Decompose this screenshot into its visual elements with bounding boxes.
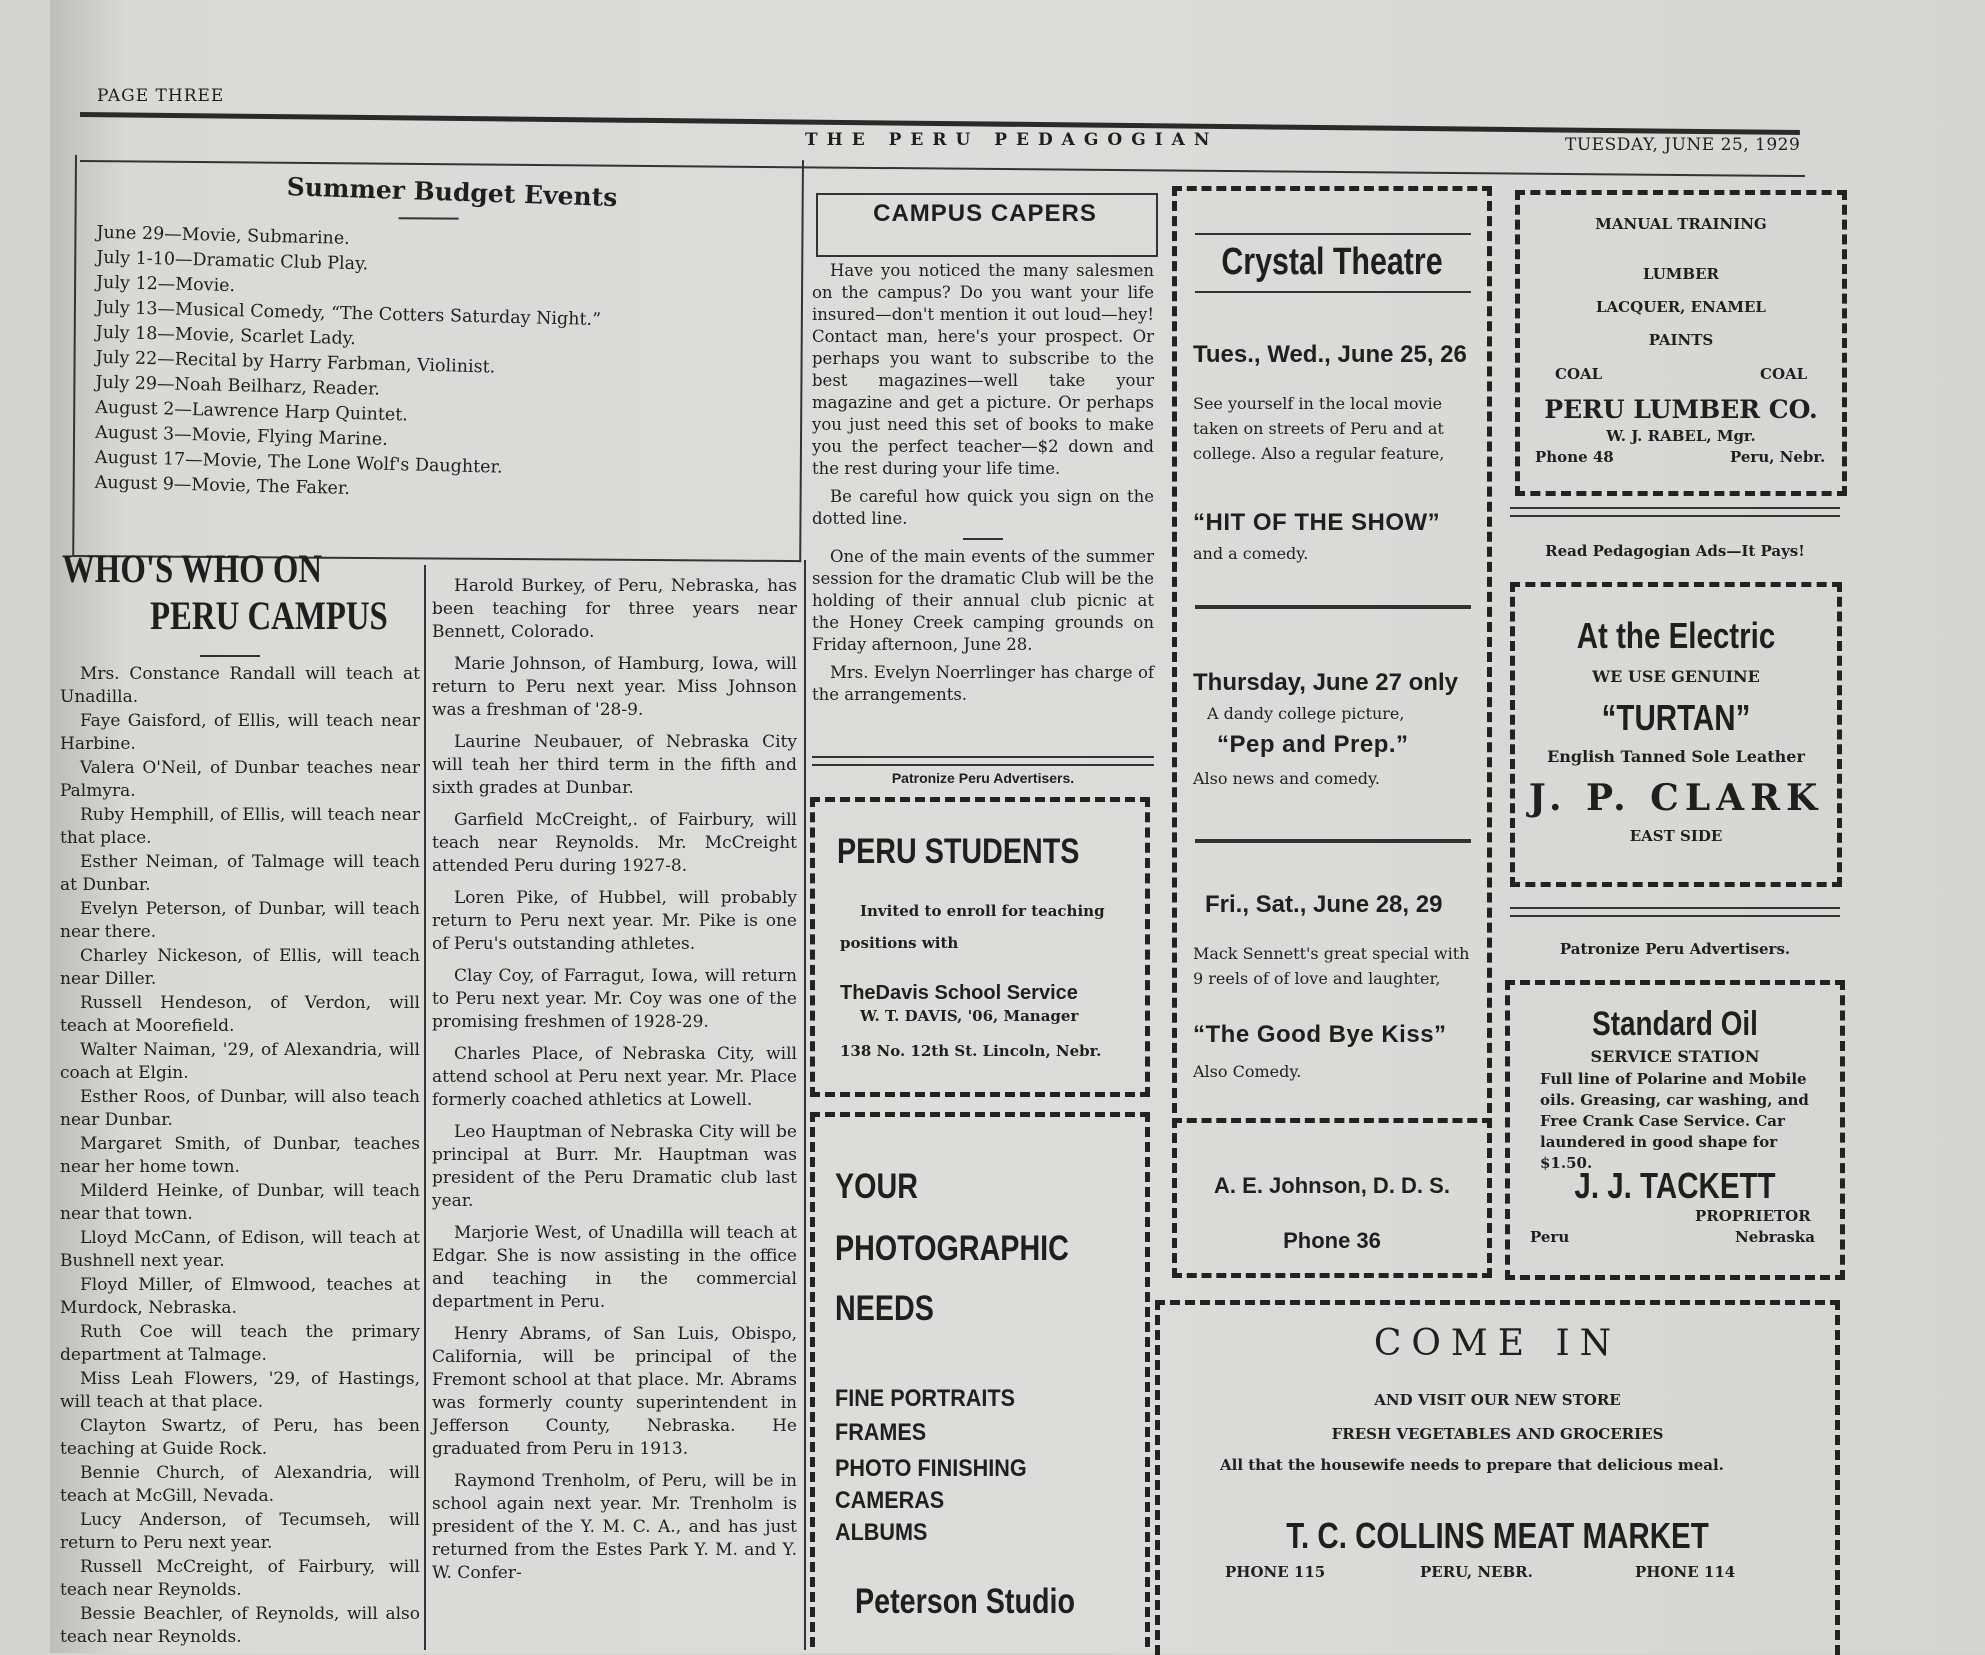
ad-phone: PHONE 115 — [1225, 1563, 1326, 1581]
ad-text: PAINTS — [1648, 331, 1714, 349]
proprietor-name: J. J. TACKETT — [1574, 1165, 1776, 1206]
theatre-name: Crystal Theatre — [1221, 241, 1443, 283]
studio-name: Peterson Studio — [855, 1582, 1076, 1621]
ad-text: SERVICE STATION — [1590, 1047, 1760, 1066]
event-item: August 17—Movie, The Lone Wolf's Daughter. — [94, 447, 503, 478]
electric-shoe-ad — [1510, 582, 1842, 887]
patronize-notice: Patronize Peru Advertisers. — [1559, 940, 1791, 958]
news-item: Loren Pike, of Hubbel, will probably return to Peru next year. Mr. Pike is one of Peru's outstanding athletes. — [432, 888, 797, 954]
ad-manager: W. J. RABEL, Mgr. — [1606, 427, 1756, 445]
event-item: August 9—Movie, The Faker. — [94, 472, 351, 499]
rule — [1195, 605, 1471, 609]
headline-rule — [200, 655, 260, 657]
peru-students-ad — [810, 797, 1150, 1097]
ad-place: Peru, Nebr. — [1730, 448, 1826, 466]
capers-paragraph: One of the main events of the summer session for the dramatic Club will be the holding of their annual club picnic at the Honey Creek camping grounds on Friday afternoon, June 28. — [812, 547, 1154, 654]
proprietor-name: J. P. CLARK — [1528, 777, 1824, 819]
ad-headline: At the Electric — [1576, 615, 1776, 656]
news-item: Garfield McCreight,. of Fairbury, will teach near Reynolds. Mr. McCreight attended Peru during 1927-8. — [432, 810, 797, 876]
event-item: July 1-10—Dramatic Club Play. — [96, 247, 369, 275]
news-item: Raymond Trenholm, of Peru, will be in school again next year. Mr. Trenholm is president of the Y. M. C. A., and has just returned from the Estes Park Y. M. and Y. W. Confer- — [432, 1471, 797, 1583]
ad-text: PROPRIETOR — [1695, 1207, 1811, 1225]
ad-text: MANUAL TRAINING — [1595, 215, 1767, 233]
feature-title: “The Good Bye Kiss” — [1193, 1021, 1447, 1048]
ad-text: Nebraska — [1735, 1228, 1815, 1246]
ad-place: PERU, NEBR. — [1420, 1563, 1533, 1581]
news-item: Henry Abrams, of San Luis, Obispo, California, will be principal of the Fremont school at that place. Mr. Abrams was formerly county superintendent in Jefferson County, Nebraska. He graduated from Peru in 1913. — [432, 1324, 797, 1459]
ad-text: English Tanned Sole Leather — [1547, 747, 1805, 766]
news-item: Charley Nickeson, of Ellis, will teach near Diller. — [60, 946, 420, 989]
news-item: Valera O'Neil, of Dunbar teaches near Palmyra. — [60, 758, 420, 801]
ad-text: Full line of Polarine and Mobile oils. Greasing, car washing, and Free Crank Case Service. Car laundered in good shape for $1.50. — [1540, 1070, 1809, 1172]
read-ads-notice: Read Pedagogian Ads—It Pays! — [1545, 542, 1805, 560]
ad-text: COAL — [1555, 365, 1603, 383]
whoswho-headline-2: PERU CAMPUS — [150, 593, 388, 638]
ad-text: LACQUER, ENAMEL — [1596, 298, 1766, 316]
peru-lumber-ad — [1515, 190, 1847, 496]
ad-item: FINE PORTRAITS — [835, 1385, 1016, 1412]
news-item: Clayton Swartz, of Peru, has been teaching at Guide Rock. — [60, 1416, 420, 1459]
feature-title: “HIT OF THE SHOW” — [1193, 509, 1441, 536]
ad-text: positions with — [840, 934, 959, 952]
ad-item: CAMERAS — [835, 1487, 945, 1514]
news-item: Laurine Neubauer, of Nebraska City will teah her third term in the fifth and sixth grades at Dunbar. — [432, 732, 797, 798]
event-item: August 2—Lawrence Harp Quintet. — [95, 397, 409, 426]
news-item: Evelyn Peterson, of Dunbar, will teach near there. — [60, 899, 420, 942]
showing-desc: Mack Sennett's great special with 9 reels of of love and laughter, — [1193, 944, 1470, 988]
patronize-notice: Patronize Peru Advertisers. — [891, 770, 1075, 786]
news-item: Russell McCreight, of Fairbury, will teach near Reynolds. — [60, 1557, 420, 1600]
feature-title: “Pep and Prep.” — [1217, 731, 1409, 758]
campus-capers-column — [812, 260, 1154, 712]
brand-name: “TURTAN” — [1601, 697, 1751, 738]
dentist-phone: Phone 36 — [1283, 1228, 1381, 1253]
dentist-ad — [1172, 1118, 1492, 1278]
masthead: THE PERU PEDAGOGIAN — [805, 130, 1219, 150]
news-item: Bessie Beachler, of Reynolds, will also teach near Reynolds. — [60, 1604, 420, 1647]
ad-item: PHOTO FINISHING — [835, 1455, 1027, 1482]
news-item: Ruth Coe will teach the primary department at Talmage. — [60, 1322, 420, 1365]
page-label: PAGE THREE — [97, 86, 225, 106]
ad-company: TheDavis School Service — [840, 982, 1078, 1004]
news-item: Floyd Miller, of Elmwood, teaches at Murdock, Nebraska. — [60, 1275, 420, 1318]
summer-budget-events-box — [72, 155, 804, 562]
showing-extra: Also Comedy. — [1193, 1062, 1302, 1081]
double-rule — [1510, 507, 1840, 517]
ad-headline: PHOTOGRAPHIC — [835, 1229, 1069, 1268]
showing-extra: and a comedy. — [1193, 544, 1309, 563]
event-item: July 29—Noah Beilharz, Reader. — [95, 372, 381, 400]
crystal-theatre-ad — [1172, 186, 1492, 1113]
ad-headline: Standard Oil — [1592, 1005, 1758, 1043]
whoswho-column-2 — [432, 575, 797, 1594]
news-item: Esther Neiman, of Talmage will teach at Dunbar. — [60, 852, 420, 895]
column-divider — [424, 565, 426, 1650]
issue-date: TUESDAY, JUNE 25, 1929 — [1565, 135, 1801, 155]
showing-extra: Also news and comedy. — [1193, 769, 1381, 788]
news-item: Lloyd McCann, of Edison, will teach at Bushnell next year. — [60, 1228, 420, 1271]
ad-item: FRAMES — [835, 1419, 927, 1446]
news-item: Marjorie West, of Unadilla will teach at Edgar. She is now assisting in the office and teaching in the commercial department in Peru. — [432, 1223, 797, 1312]
ad-phone: Phone 48 — [1535, 448, 1614, 466]
news-item: Lucy Anderson, of Tecumseh, will return to Peru next year. — [60, 1510, 420, 1553]
rule — [1195, 291, 1471, 293]
rule — [1195, 233, 1471, 235]
news-item: Walter Naiman, '29, of Alexandria, will coach at Elgin. — [60, 1040, 420, 1083]
news-item: Mrs. Constance Randall will teach at Unadilla. — [60, 664, 420, 707]
ad-text: EAST SIDE — [1629, 827, 1723, 845]
ad-text: LUMBER — [1643, 265, 1719, 283]
news-item: Ruby Hemphill, of Ellis, will teach near that place. — [60, 805, 420, 848]
news-item: Russell Hendeson, of Verdon, will teach at Moorefield. — [60, 993, 420, 1036]
event-item: August 3—Movie, Flying Marine. — [94, 422, 389, 450]
ad-phone: PHONE 114 — [1635, 1563, 1736, 1581]
ad-text: Peru — [1530, 1228, 1570, 1246]
news-item: Clay Coy, of Farragut, Iowa, will return to Peru next year. Mr. Coy was one of the promising freshmen of 1928-29. — [432, 966, 797, 1032]
ad-text: FRESH VEGETABLES AND GROCERIES — [1331, 1425, 1664, 1443]
news-item: Margaret Smith, of Dunbar, teaches near her home town. — [60, 1134, 420, 1177]
ad-text: AND VISIT OUR NEW STORE — [1374, 1391, 1621, 1409]
whoswho-headline-1: WHO'S WHO ON — [62, 546, 323, 591]
showing-dates: Tues., Wed., June 25, 26 — [1193, 341, 1467, 368]
news-item: Charles Place, of Nebraska City, will attend school at Peru next year. Mr. Place formerly coached athletics at Lowell. — [432, 1044, 797, 1110]
capers-paragraph: Be careful how quick you sign on the dotted line. — [812, 487, 1154, 528]
news-item: Bennie Church, of Alexandria, will teach at McGill, Nevada. — [60, 1463, 420, 1506]
ad-address: 138 No. 12th St. Lincoln, Nebr. — [840, 1042, 1102, 1060]
double-rule — [812, 756, 1154, 766]
capers-paragraph: Have you noticed the many salesmen on the campus? Do you want your life insured—don't mention it out loud—hey! Contact man, here's your prospect. Or perhaps you want to subscribe to the best magazines—well take your magazine and get a picture. Or perhaps you just need this set of books to make you the perfect teacher—$2 down and the rest during your life time. — [812, 261, 1154, 478]
news-item: Milderd Heinke, of Dunbar, will teach near that town. — [60, 1181, 420, 1224]
event-item: July 12—Movie. — [95, 272, 236, 297]
showing-dates: Fri., Sat., June 28, 29 — [1205, 891, 1443, 918]
section-rule — [963, 538, 1003, 540]
budget-title: Summer Budget Events — [286, 172, 618, 213]
event-item: July 18—Movie, Scarlet Lady. — [95, 322, 357, 350]
event-item: July 22—Recital by Harry Farbman, Violinist. — [95, 347, 496, 378]
standard-oil-ad — [1505, 980, 1845, 1280]
collins-meat-market-ad — [1155, 1300, 1840, 1655]
news-item: Faye Gaisford, of Ellis, will teach near Harbine. — [60, 711, 420, 754]
ad-text: Invited to enroll for teaching — [860, 902, 1105, 920]
ad-text: WE USE GENUINE — [1592, 667, 1760, 686]
event-item: June 29—Movie, Submarine. — [96, 222, 350, 249]
ad-text: All that the housewife needs to prepare that delicious meal. — [1220, 1456, 1724, 1474]
event-item: July 13—Musical Comedy, “The Cotters Saturday Night.” — [95, 297, 602, 331]
title-underline — [399, 217, 459, 219]
column-divider — [804, 560, 806, 1650]
ad-headline: NEEDS — [835, 1289, 934, 1328]
ad-headline: COME IN — [1373, 1323, 1622, 1364]
company-name: PERU LUMBER CO. — [1544, 395, 1818, 424]
ad-item: ALBUMS — [835, 1519, 928, 1546]
ad-text: COAL — [1760, 365, 1808, 383]
showing-desc: See yourself in the local movie taken on streets of Peru and at college. Also a regular feature, — [1193, 394, 1445, 463]
market-name: T. C. COLLINS MEAT MARKET — [1286, 1515, 1709, 1556]
capers-title: CAMPUS CAPERS — [873, 200, 1097, 227]
ad-manager: W. T. DAVIS, '06, Manager — [860, 1007, 1079, 1025]
events-list — [94, 222, 602, 504]
news-item: Miss Leah Flowers, '29, of Hastings, will teach at that place. — [60, 1369, 420, 1412]
double-rule — [1510, 907, 1840, 917]
photographic-needs-ad — [810, 1112, 1150, 1647]
dentist-name: A. E. Johnson, D. D. S. — [1214, 1173, 1450, 1198]
news-item: Esther Roos, of Dunbar, will also teach near Dunbar. — [60, 1087, 420, 1130]
showing-dates: Thursday, June 27 only — [1193, 669, 1458, 696]
rule — [1195, 839, 1471, 843]
news-item: Leo Hauptman of Nebraska City will be principal at Burr. Mr. Hauptman was president of the Peru Dramatic club last year. — [432, 1122, 797, 1211]
ad-headline: PERU STUDENTS — [837, 832, 1080, 871]
capers-paragraph: Mrs. Evelyn Noerrlinger has charge of the arrangements. — [812, 663, 1154, 704]
ad-headline: YOUR — [835, 1167, 918, 1206]
news-item: Marie Johnson, of Hamburg, Iowa, will return to Peru next year. Miss Johnson was a freshman of '28-9. — [432, 654, 797, 720]
news-item: Harold Burkey, of Peru, Nebraska, has been teaching for three years near Bennett, Colorado. — [432, 576, 797, 642]
whoswho-column-1 — [60, 663, 420, 1650]
showing-desc: A dandy college picture, — [1207, 704, 1405, 723]
